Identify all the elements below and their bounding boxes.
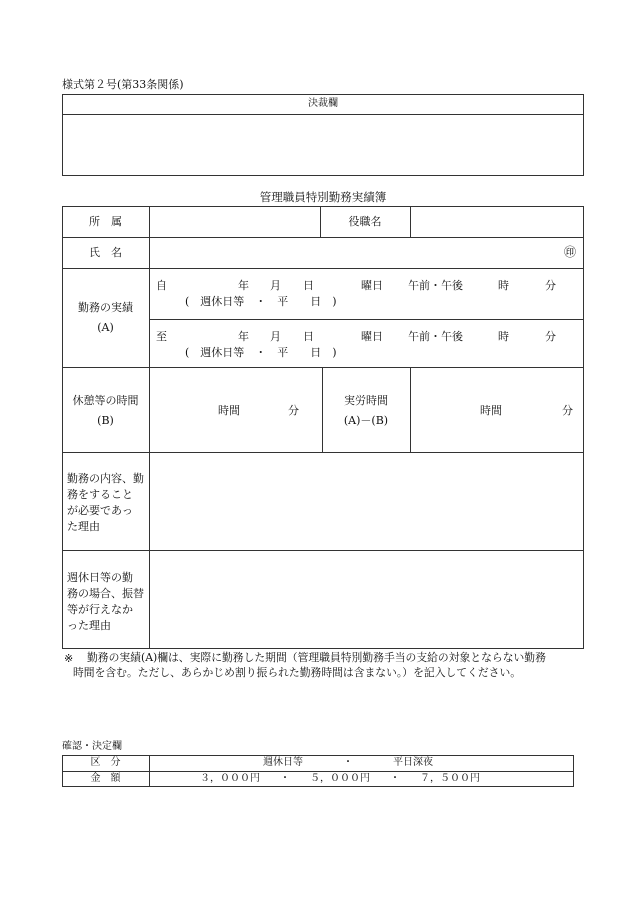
kubun-value: 週休日等 ・ 平日深夜	[263, 757, 433, 768]
kingaku-value: ３，０００円 ・ ５，０００円 ・ ７，５００円	[200, 773, 480, 784]
confirm-col-divider	[149, 755, 150, 787]
row-divider	[62, 268, 584, 269]
shimei-label: 氏 名	[89, 246, 122, 259]
jitsuro-jikan: 時間	[480, 404, 502, 417]
jitsuro-label: 実労時間	[344, 394, 388, 407]
row-divider	[149, 319, 584, 320]
jitsuro-fun: 分	[562, 404, 573, 417]
from-nen: 年	[238, 279, 249, 292]
kingaku-label: 金 額	[90, 773, 121, 784]
note-line-2: 時間を含む。ただし、あらかじめ割り振られた勤務時間は含まない。）を記入してください。	[73, 666, 522, 679]
from-sub: ( 週休日等 ・ 平 日 )	[185, 295, 337, 308]
to-youbi: 曜日	[361, 330, 383, 343]
confirm-title: 確認・決定欄	[62, 741, 122, 752]
to-fun: 分	[545, 330, 556, 343]
to-gatsu: 月	[270, 330, 281, 343]
col-divider	[410, 367, 411, 452]
from-prefix: 自	[156, 279, 167, 292]
page-title: 管理職員特別勤務実績簿	[259, 190, 387, 204]
col-divider	[149, 206, 150, 649]
row-divider	[62, 550, 584, 551]
kessai-divider	[62, 114, 584, 115]
kyukei-fun: 分	[288, 404, 299, 417]
from-ji: 時	[498, 279, 509, 292]
yakushoku-label: 役職名	[348, 215, 382, 228]
kubun-label: 区 分	[90, 757, 121, 768]
to-prefix: 至	[156, 330, 167, 343]
naiyo-line-4: た理由	[67, 520, 100, 533]
to-ampm: 午前・午後	[408, 330, 463, 343]
col-divider	[322, 367, 323, 452]
from-gatsu: 月	[270, 279, 281, 292]
jitsuro-sub: (A)－(B)	[343, 414, 389, 427]
furikae-line-2: 務の場合、振替	[67, 587, 144, 600]
from-fun: 分	[545, 279, 556, 292]
to-ji: 時	[498, 330, 509, 343]
form-number-label: 様式第２号(第33条関係)	[62, 78, 184, 91]
shozoku-label: 所 属	[89, 215, 122, 228]
from-nichi: 日	[303, 279, 314, 292]
kinmu-jisseki-sub: (A)	[97, 321, 114, 334]
confirm-row-divider	[62, 771, 574, 772]
furikae-line-3: 等が行えなか	[67, 603, 133, 616]
from-youbi: 曜日	[361, 279, 383, 292]
kessai-label: 決裁欄	[308, 98, 338, 109]
furikae-line-4: った理由	[67, 619, 111, 632]
to-nen: 年	[238, 330, 249, 343]
kyukei-jikan: 時間	[218, 404, 240, 417]
furikae-line-1: 週休日等の勤	[67, 571, 133, 584]
kyukei-sub: (B)	[97, 414, 114, 427]
to-nichi: 日	[303, 330, 314, 343]
note-mark: ※	[64, 652, 74, 665]
from-ampm: 午前・午後	[408, 279, 463, 292]
main-table	[62, 206, 584, 649]
col-divider	[410, 206, 411, 237]
naiyo-line-1: 勤務の内容、勤	[67, 472, 144, 485]
naiyo-line-3: が必要であっ	[67, 504, 133, 517]
to-sub: ( 週休日等 ・ 平 日 )	[185, 346, 337, 359]
note-line-1: 勤務の実績(A)欄は、実際に勤務した期間（管理職員特別勤務手当の支給の対象とならない勤務	[87, 651, 546, 664]
kinmu-jisseki-label: 勤務の実績	[78, 301, 133, 314]
row-divider	[62, 237, 584, 238]
seal-icon: ㊞	[564, 245, 577, 259]
row-divider	[62, 452, 584, 453]
kyukei-label: 休憩等の時間	[72, 394, 139, 407]
naiyo-line-2: 務をすること	[67, 488, 133, 501]
row-divider	[62, 367, 584, 368]
